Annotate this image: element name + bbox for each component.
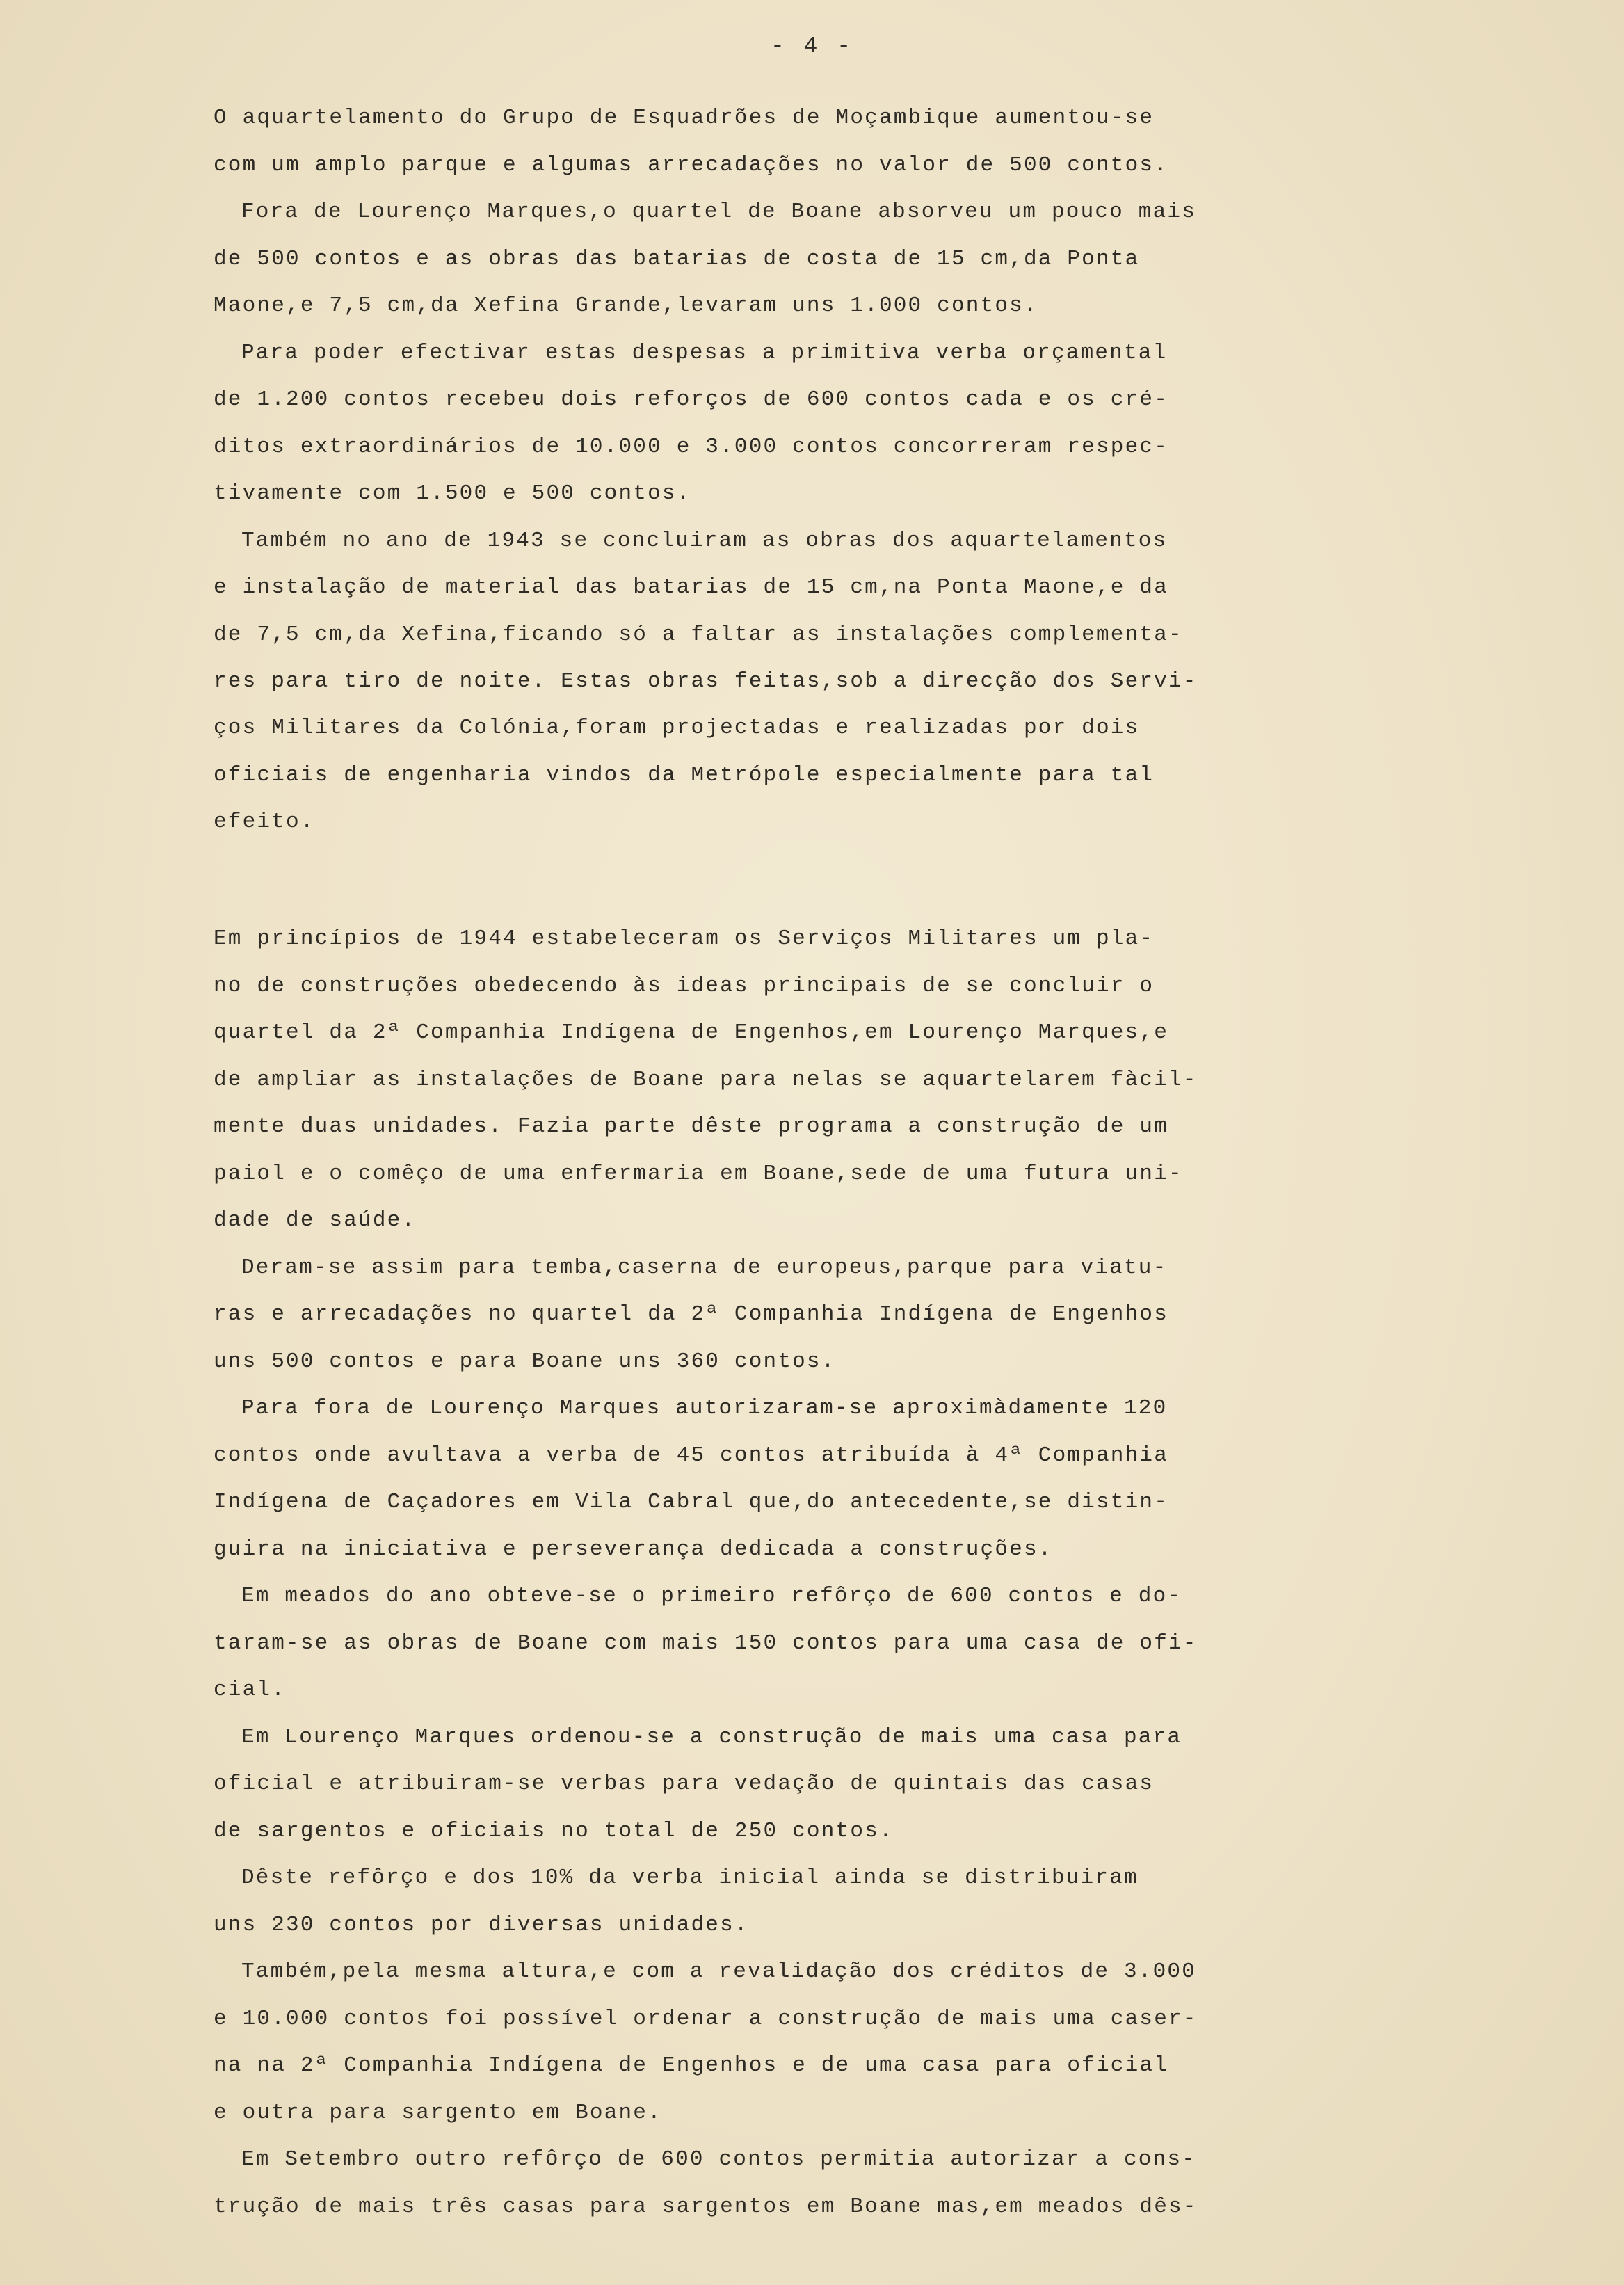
text-line: e instalação de material das batarias de 15 cm,na Ponta Maone,e da <box>214 575 1168 600</box>
text-line: ras e arrecadações no quartel da 2ª Companhia Indígena de Engenhos <box>214 1302 1168 1326</box>
text-line: de sargentos e oficiais no total de 250 contos. <box>214 1819 894 1843</box>
text-line: de ampliar as instalações de Boane para nelas se aquartelarem fàcil- <box>214 1068 1198 1092</box>
text-line: ços Militares da Colónia,foram projectadas e realizadas por dois <box>214 716 1140 740</box>
text-line: na na 2ª Companhia Indígena de Engenhos e de uma casa para oficial <box>214 2053 1168 2078</box>
text-line: Para poder efectivar estas despesas a primitiva verba orçamental <box>241 341 1168 365</box>
text-line: no de construções obedecendo às ideas principais de se concluir o <box>214 974 1155 998</box>
text-line: Em Lourenço Marques ordenou-se a construção de mais uma casa para <box>241 1725 1182 1749</box>
text-line: Indígena de Caçadores em Vila Cabral que,do antecedente,se distin- <box>214 1490 1168 1514</box>
text-line: Fora de Lourenço Marques,o quartel de Boane absorveu um pouco mais <box>241 200 1196 224</box>
text-line: Também,pela mesma altura,e com a revalidação dos créditos de 3.000 <box>241 1959 1196 1984</box>
text-line: de 500 contos e as obras das batarias de costa de 15 cm,da Ponta <box>214 247 1140 271</box>
text-line: uns 230 contos por diversas unidades. <box>214 1913 749 1937</box>
text-line: cial. <box>214 1678 287 1702</box>
text-line: Também no ano de 1943 se concluiram as obras dos aquartelamentos <box>241 529 1168 553</box>
text-line: Em Setembro outro refôrço de 600 contos permitia autorizar a cons- <box>241 2147 1196 2172</box>
text-line: Maone,e 7,5 cm,da Xefina Grande,levaram uns 1.000 contos. <box>214 294 1038 318</box>
text-line: guira na iniciativa e perseverança dedicada a construções. <box>214 1537 1053 1562</box>
text-line: tivamente com 1.500 e 500 contos. <box>214 481 691 506</box>
text-line: mente duas unidades. Fazia parte dêste programa a construção de um <box>214 1114 1168 1139</box>
text-line: de 7,5 cm,da Xefina,ficando só a faltar as instalações complementa- <box>214 623 1183 647</box>
text-line: Em meados do ano obteve-se o primeiro refôrço de 600 contos e do- <box>241 1584 1182 1608</box>
text-line: e 10.000 contos foi possível ordenar a construção de mais uma caser- <box>214 2007 1198 2031</box>
text-line: efeito. <box>214 810 315 834</box>
page-number: - 4 - <box>770 33 854 59</box>
text-line: quartel da 2ª Companhia Indígena de Engenhos,em Lourenço Marques,e <box>214 1020 1168 1045</box>
text-line: ditos extraordinários de 10.000 e 3.000 contos concorreram respec- <box>214 435 1168 459</box>
text-line: paiol e o comêço de uma enfermaria em Boane,sede de uma futura uni- <box>214 1162 1183 1186</box>
text-line: taram-se as obras de Boane com mais 150 contos para uma casa de ofi- <box>214 1631 1198 1655</box>
text-line: oficiais de engenharia vindos da Metrópole especialmente para tal <box>214 763 1155 787</box>
text-line: Em princípios de 1944 estabeleceram os Serviços Militares um pla- <box>214 927 1155 951</box>
text-line: res para tiro de noite. Estas obras feitas,sob a direcção dos Servi- <box>214 669 1198 693</box>
text-line: uns 500 contos e para Boane uns 360 contos. <box>214 1349 836 1374</box>
text-line: com um amplo parque e algumas arrecadações no valor de 500 contos. <box>214 153 1168 177</box>
text-line: O aquartelamento do Grupo de Esquadrões de Moçambique aumentou-se <box>214 106 1155 130</box>
text-line: contos onde avultava a verba de 45 contos atribuída à 4ª Companhia <box>214 1443 1168 1468</box>
text-line: Deram-se assim para temba,caserna de europeus,parque para viatu- <box>241 1256 1168 1280</box>
text-line: Dêste refôrço e dos 10% da verba inicial ainda se distribuiram <box>241 1866 1139 1890</box>
text-line: trução de mais três casas para sargentos em Boane mas,em meados dês- <box>214 2195 1198 2219</box>
text-line: e outra para sargento em Boane. <box>214 2101 662 2125</box>
text-line: Para fora de Lourenço Marques autorizaram-se aproximàdamente 120 <box>241 1396 1168 1420</box>
text-line: dade de saúde. <box>214 1208 417 1233</box>
text-line: oficial e atribuiram-se verbas para vedação de quintais das casas <box>214 1772 1155 1796</box>
text-line: de 1.200 contos recebeu dois reforços de 600 contos cada e os cré- <box>214 387 1168 412</box>
